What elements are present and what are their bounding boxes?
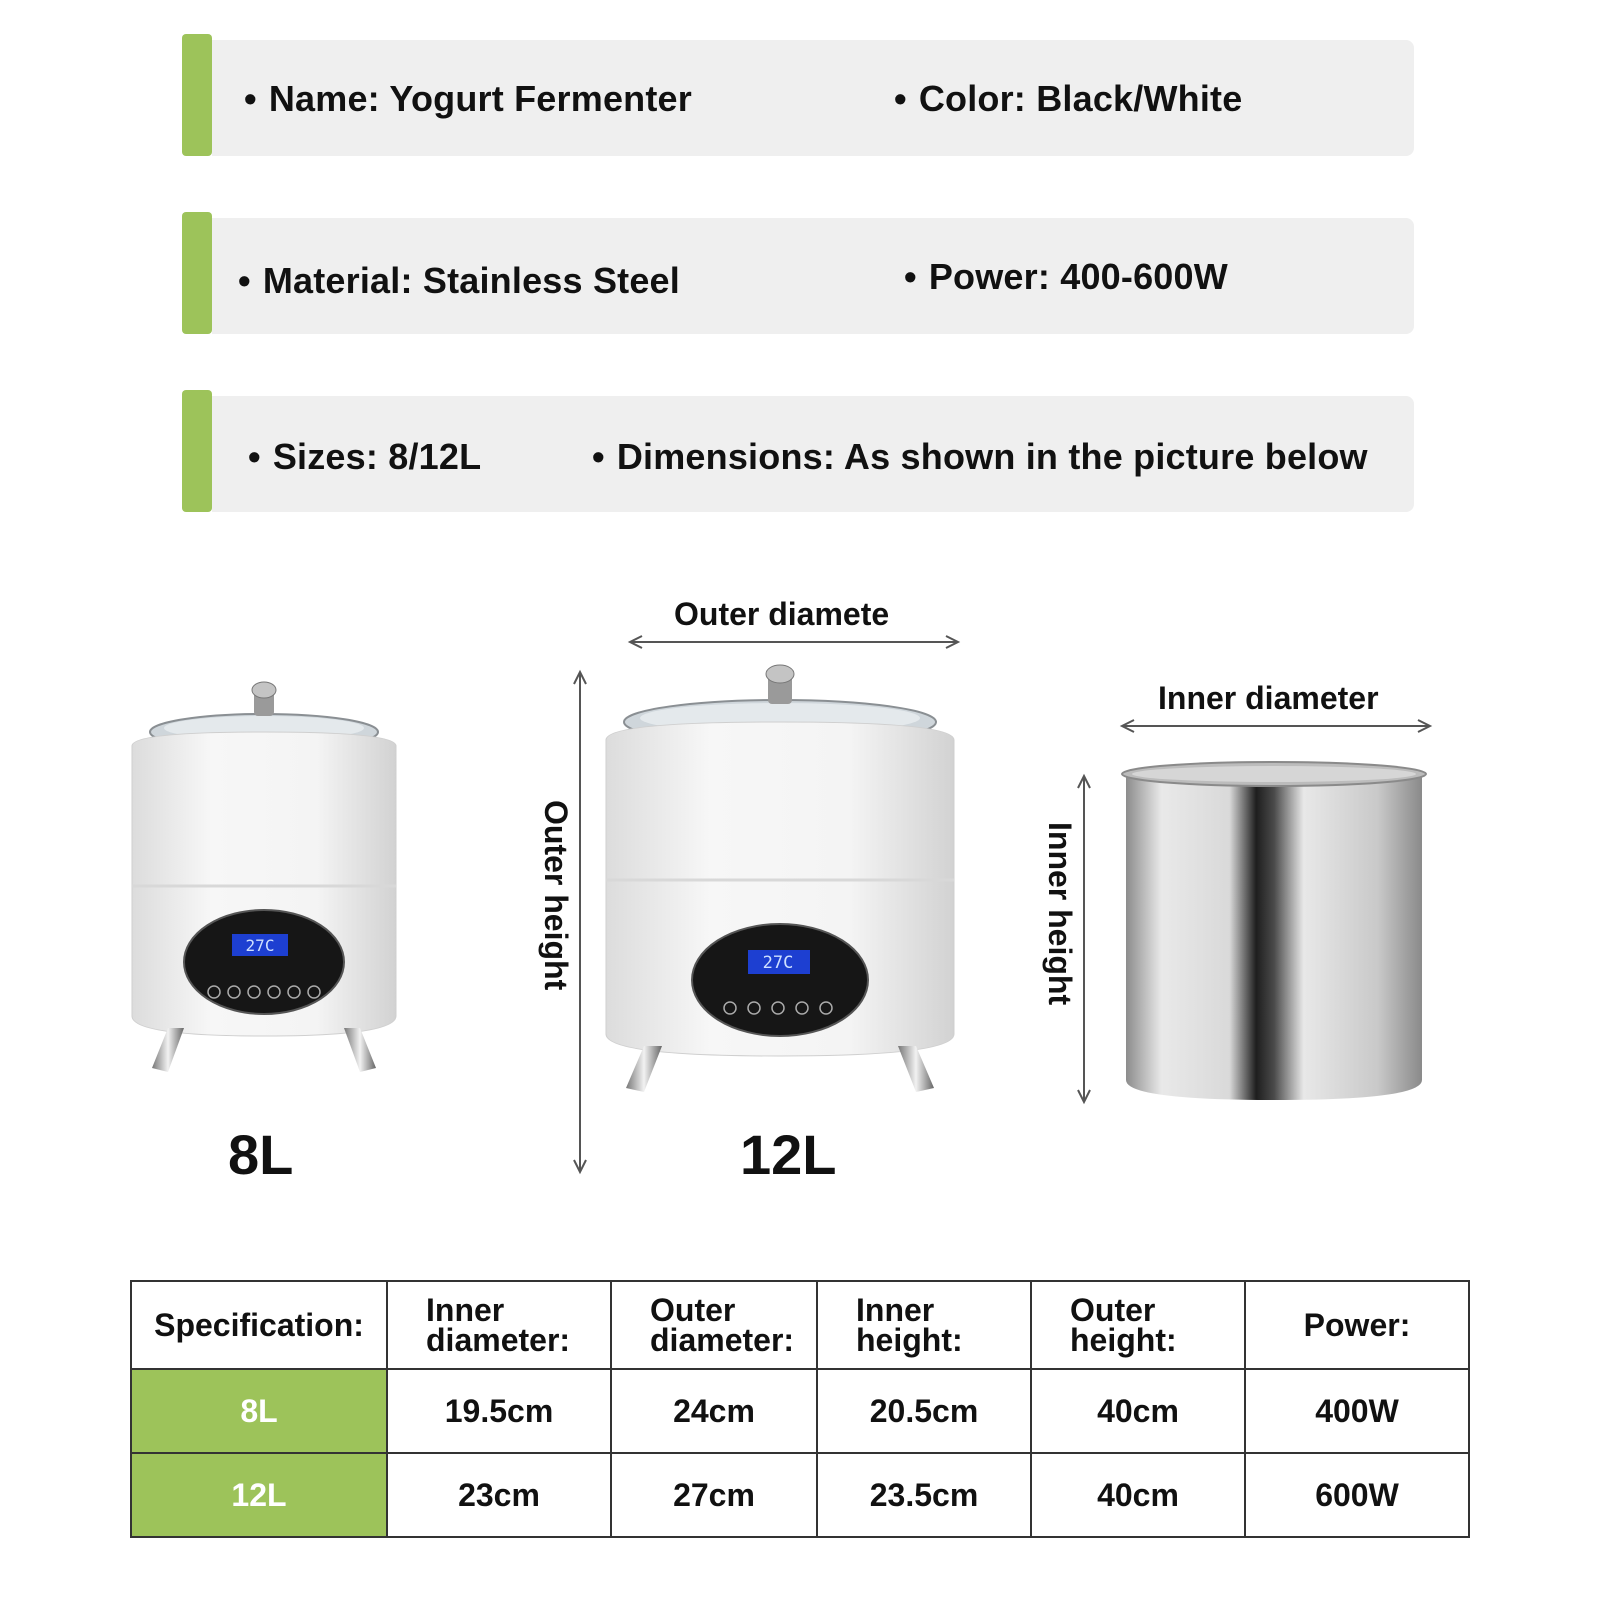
cell-inner-height: 23.5cm: [817, 1453, 1031, 1537]
outer-height-arrow: [572, 668, 588, 1176]
cell-power: 600W: [1245, 1453, 1469, 1537]
row-size-12l: 12L: [131, 1453, 387, 1537]
info-material: • Material: Stainless Steel: [238, 260, 680, 301]
table-row: [131, 1453, 1469, 1537]
size-12l-label: 12L: [740, 1123, 837, 1186]
info-name: • Name: Yogurt Fermenter: [244, 78, 692, 119]
cell-power: 400W: [1245, 1369, 1469, 1453]
accent-bar: [182, 390, 212, 512]
inner-diameter-label: Inner diameter: [1158, 680, 1379, 716]
info-row-3: [182, 390, 1414, 512]
header-inner-diameter: Inner diameter:: [387, 1281, 611, 1369]
display-12l: 27C: [762, 953, 794, 973]
accent-bar: [182, 212, 212, 334]
cell-inner-diameter: 23cm: [387, 1453, 611, 1537]
size-8l-label: 8L: [228, 1123, 294, 1186]
info-row-2: [182, 212, 1414, 334]
cell-outer-height: 40cm: [1031, 1453, 1245, 1537]
header-power: Power:: [1245, 1281, 1469, 1369]
info-color: • Color: Black/White: [894, 78, 1243, 119]
inner-pot-image: [1116, 760, 1432, 1110]
outer-diameter-label: Outer diamete: [674, 596, 890, 632]
header-specification: Specification:: [131, 1281, 387, 1369]
cell-outer-height: 40cm: [1031, 1369, 1245, 1453]
info-power: • Power: 400-600W: [904, 256, 1228, 297]
cell-inner-height: 20.5cm: [817, 1369, 1031, 1453]
spec-table-header: [131, 1281, 1469, 1369]
spec-table: [130, 1280, 1470, 1538]
header-inner-height: Inner height:: [817, 1281, 1031, 1369]
inner-height-arrow: [1076, 772, 1092, 1106]
info-sizes: • Sizes: 8/12L: [248, 436, 482, 477]
outer-height-label: Outer height: [538, 800, 574, 991]
cell-outer-diameter: 24cm: [611, 1369, 817, 1453]
info-row-1: [182, 34, 1414, 156]
fermenter-8l-image: [128, 676, 400, 1096]
header-outer-diameter: Outer diameter:: [611, 1281, 817, 1369]
inner-diameter-arrow: [1118, 718, 1434, 734]
fermenter-12l-image: [604, 660, 956, 1110]
table-row: [131, 1369, 1469, 1453]
inner-height-label: Inner height: [1042, 822, 1078, 1006]
display-8l: 27C: [245, 936, 275, 955]
cell-inner-diameter: 19.5cm: [387, 1369, 611, 1453]
row-size-8l: 8L: [131, 1369, 387, 1453]
outer-diameter-arrow: [626, 634, 962, 650]
accent-bar: [182, 34, 212, 156]
header-outer-height: Outer height:: [1031, 1281, 1245, 1369]
cell-outer-diameter: 27cm: [611, 1453, 817, 1537]
info-dimensions: • Dimensions: As shown in the picture below: [592, 436, 1368, 477]
